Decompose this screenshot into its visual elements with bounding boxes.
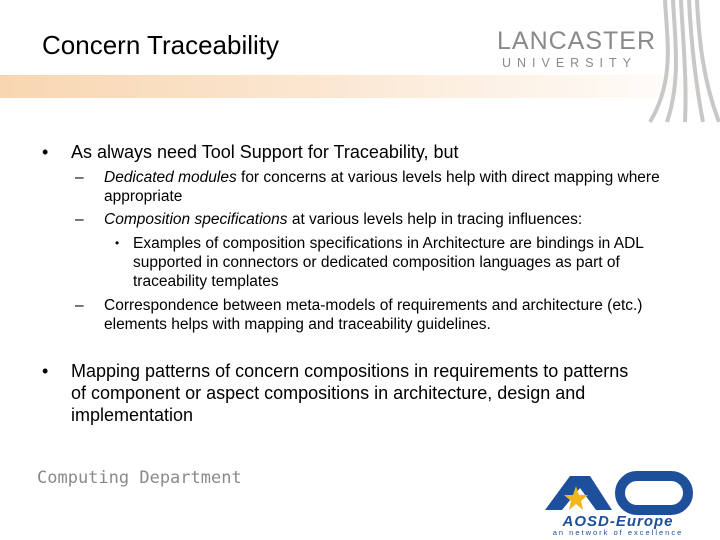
bullet-level2	[75, 296, 644, 334]
bullet-text: As always need Tool Support for Traceability, but	[71, 142, 459, 162]
bullet-emphasis: Composition specifications	[104, 211, 288, 228]
header-band	[0, 75, 720, 98]
bullet-text: Mapping patterns of concern compositions in requirements to patterns of component or aspect compositions in architecture, design and implementation	[71, 361, 629, 425]
lancaster-logo	[497, 27, 657, 70]
bullet-level1	[42, 360, 631, 426]
bullet-level2	[75, 168, 664, 206]
bullet-mark: •	[42, 361, 49, 381]
bullet-mark: •	[42, 142, 49, 162]
crest-icon	[645, 0, 720, 125]
aosd-tagline: an network of excellence	[552, 528, 684, 536]
bullet-mark: •	[115, 236, 120, 250]
bullet-level2	[75, 210, 684, 229]
lancaster-logo-subtitle: UNIVERSITY	[501, 56, 637, 70]
lancaster-logo-name: LANCASTER	[497, 27, 657, 55]
bullet-emphasis: Dedicated modules	[104, 169, 237, 186]
bullet-text: Correspondence between meta-models of requirements and architecture (etc.) elements helps with mapping and traceability guidelines.	[104, 297, 643, 333]
aosd-europe-logo	[540, 470, 695, 536]
bullet-mark: –	[75, 169, 84, 186]
slide-title: Concern Traceability	[42, 30, 279, 60]
footer-text: Computing Department	[37, 468, 242, 488]
bullet-level3	[115, 234, 688, 291]
bullet-mark: –	[75, 211, 84, 228]
bullet-text: at various levels help in tracing influences:	[287, 211, 583, 228]
bullet-text: for concerns at various levels help with direct mapping where appropriate	[104, 169, 660, 205]
bullet-level1	[42, 141, 671, 163]
aosd-wordmark: AOSD-Europe	[562, 513, 674, 530]
bullet-mark: –	[75, 297, 84, 314]
bullet-text: Examples of composition specifications in Architecture are bindings in ADL supported in connectors or dedicated composition languages as part of traceability templates	[133, 235, 644, 290]
